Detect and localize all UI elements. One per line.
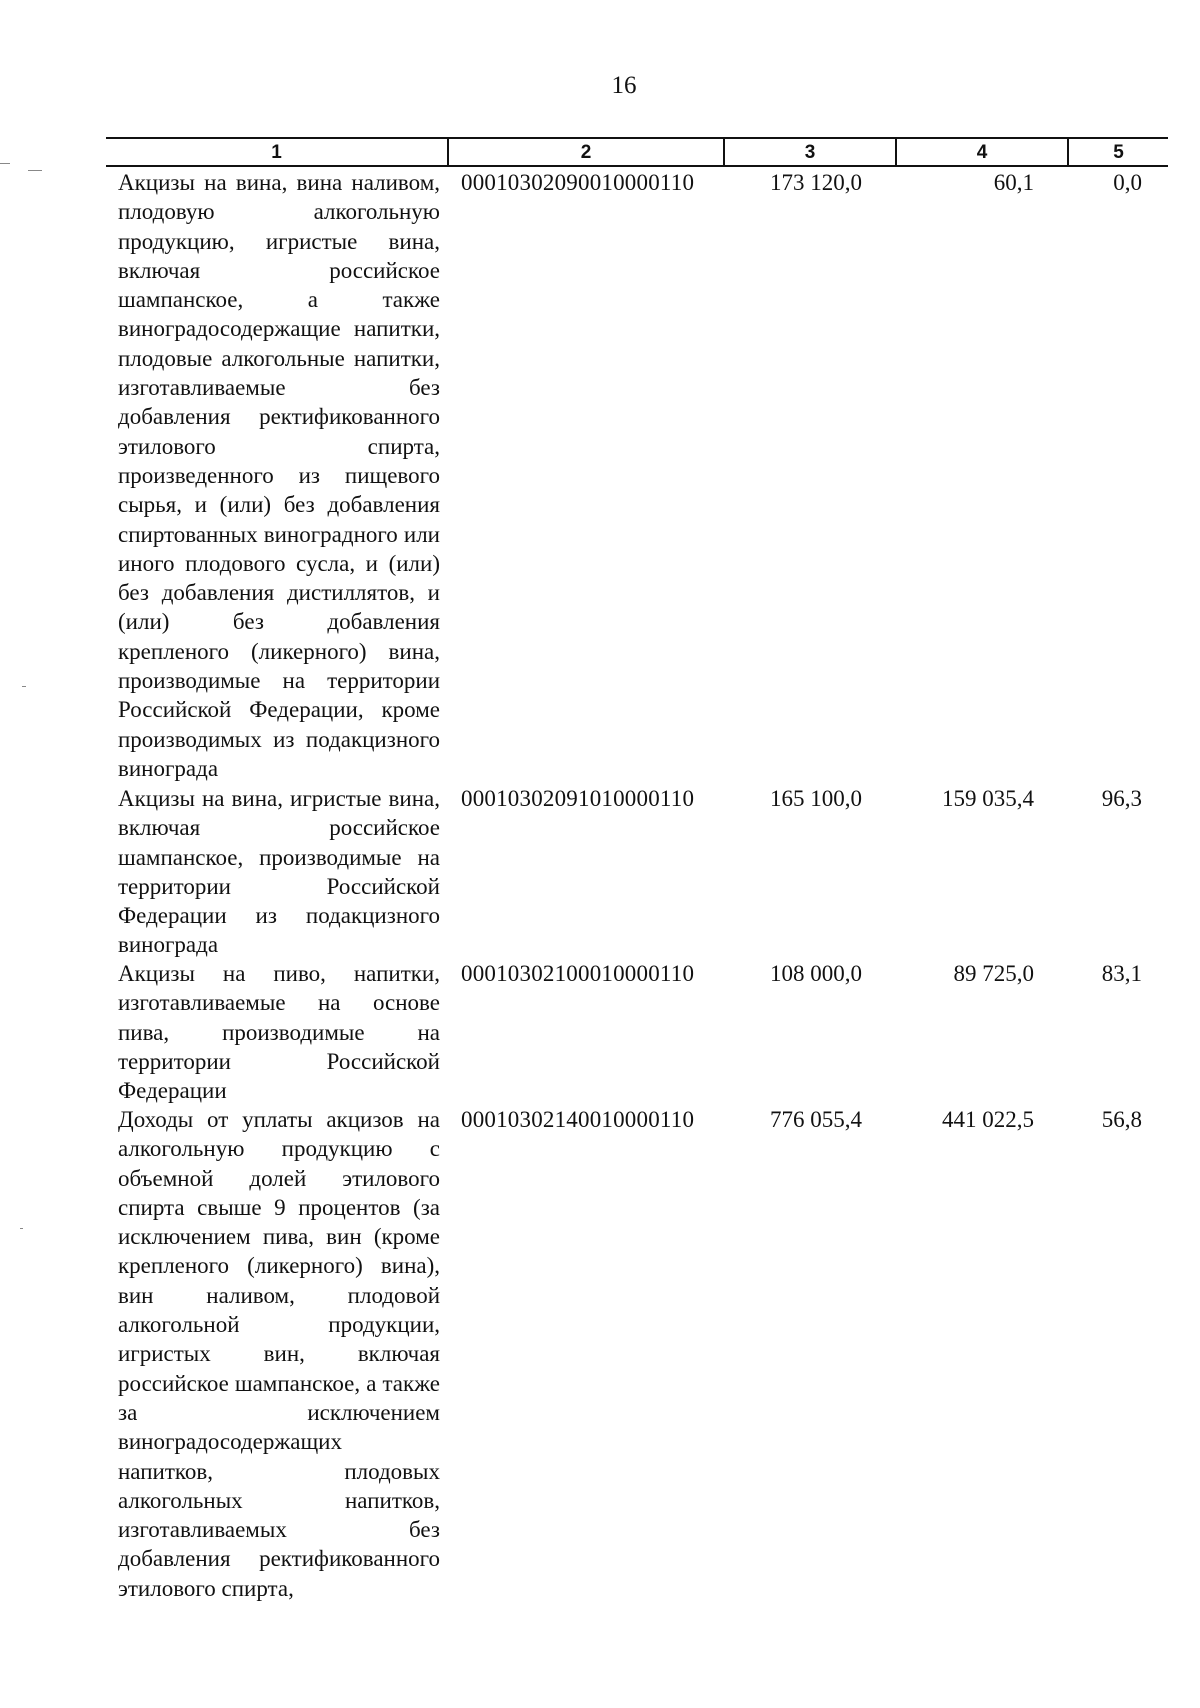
scan-mark: [22, 686, 26, 687]
row-code: 00010302140010000110: [461, 1107, 695, 1132]
column-header-2: 2: [580, 142, 592, 163]
row-code: 00010302090010000110: [461, 170, 695, 195]
row-code: 00010302100010000110: [461, 961, 695, 986]
column-header-1: 1: [271, 142, 282, 163]
row-value-col3: 108 000,0: [770, 961, 862, 986]
row-value-col5: 56,8: [1101, 1107, 1142, 1132]
scan-mark: [20, 1228, 23, 1229]
row-value-col5: 83,1: [1101, 961, 1142, 986]
column-header-3: 3: [804, 142, 816, 163]
row-value-col4: 159 035,4: [942, 786, 1034, 811]
column-header-5: 5: [1113, 142, 1124, 163]
page-number: 16: [611, 72, 637, 99]
row-value-col3: 776 055,4: [770, 1107, 862, 1132]
row-description: Акцизы на вина, вина наливом, плодовую алкогольную продукцию, игристые вина, включая российское шампанское, а также виноградосодержащие напитки, плодовые алкогольные напитки, изготавливаемые без добавления ректификованного этилового спирта, произведенного из пищевого сырья, и (или) без добавления спиртованных виноградного или иного плодового сусла, и (или) без добавления дистиллятов, и (или) без добавления крепленого (ликерного) вина, производимые на территории Российской Федерации, кроме производимых из подакцизного винограда: [118, 170, 440, 781]
scan-mark: [28, 170, 42, 171]
row-value-col4: 89 725,0: [953, 961, 1034, 986]
row-value-col5: 0,0: [1113, 170, 1142, 195]
row-value-col4: 441 022,5: [942, 1107, 1034, 1132]
row-value-col4: 60,1: [993, 170, 1034, 195]
row-value-col5: 96,3: [1101, 786, 1142, 811]
row-description: Доходы от уплаты акцизов на алкогольную продукцию с объемной долей этилового спирта свыше 9 процентов (за исключением пива, вин (кроме крепленого (ликерного) вина), вин наливом, плодовой алкогольной продукции, игристых вин, включая российское шампанское, а также за исключением виноградосодержащих напитков, плодовых алкогольных напитков, изготавливаемых без добавления ректификованного этилового спирта,: [118, 1107, 440, 1601]
row-value-col3: 173 120,0: [770, 170, 862, 195]
row-description: Акцизы на вина, игристые вина, включая российское шампанское, производимые на территории Российской Федерации из подакцизного винограда: [118, 786, 440, 958]
column-header-4: 4: [976, 142, 988, 163]
scan-mark: [0, 163, 10, 164]
row-code: 00010302091010000110: [461, 786, 695, 811]
row-value-col3: 165 100,0: [770, 786, 862, 811]
row-description: Акцизы на пиво, напитки, изготавливаемые на основе пива, производимые на территории Российской Федерации: [118, 961, 440, 1104]
table-top-rule: [106, 137, 1168, 139]
